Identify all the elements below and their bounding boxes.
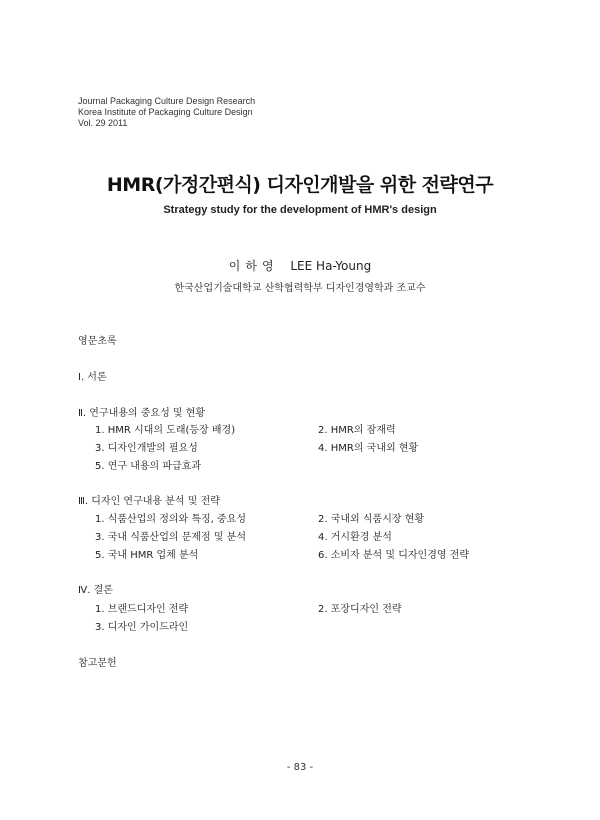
- toc-section-4: Ⅳ. 결론: [78, 585, 113, 596]
- toc-item: 1. 식품산업의 정의와 특징, 중요성: [95, 514, 247, 525]
- paper-subtitle: Strategy study for the development of HMR's design: [163, 204, 437, 216]
- toc-item: 4. HMR의 국내외 현황: [318, 443, 419, 454]
- toc-section-1: Ⅰ. 서론: [78, 372, 107, 383]
- toc-section-2: Ⅱ. 연구내용의 중요성 및 현황: [78, 408, 206, 419]
- toc-abstract: 영문초록: [78, 336, 117, 347]
- toc-item: 1. 브랜드디자인 전략: [95, 604, 189, 615]
- toc-item: 4. 거시환경 분석: [318, 532, 392, 543]
- toc-item: 3. 국내 식품산업의 문제점 및 분석: [95, 532, 247, 543]
- journal-title: Journal Packaging Culture Design Research: [78, 96, 256, 106]
- toc-item: 2. 국내외 식품시장 현황: [318, 514, 425, 525]
- toc-item: 2. 포장디자인 전략: [318, 604, 402, 615]
- toc-item: 1. HMR 시대의 도래(등장 배경): [95, 425, 236, 436]
- journal-info: [78, 96, 255, 129]
- toc-item: 2. HMR의 잠재력: [318, 425, 396, 436]
- toc-item: 6. 소비자 분석 및 디자인경영 전략: [318, 550, 470, 561]
- toc-references: 참고문헌: [78, 658, 117, 669]
- toc-item: 5. 국내 HMR 업체 분석: [95, 550, 199, 561]
- toc-item: 3. 디자인 가이드라인: [95, 622, 189, 633]
- page-number: - 83 -: [286, 762, 314, 773]
- toc-item: 3. 디자인개발의 필요성: [95, 443, 198, 454]
- paper-title: HMR(가정간편식) 디자인개발을 위한 전략연구: [106, 174, 494, 196]
- author-line: [0, 257, 600, 274]
- author-name-en: LEE Ha-Young: [290, 259, 372, 273]
- author-name-kr: 이하영: [228, 259, 279, 273]
- toc-item: 5. 연구 내용의 파급효과: [95, 461, 202, 472]
- journal-volume: Vol. 29 2011: [78, 118, 128, 128]
- author-affiliation: 한국산업기술대학교 산학협력학부 디자인경영학과 조교수: [174, 283, 426, 294]
- toc-section-3: Ⅲ. 디자인 연구내용 분석 및 전략: [78, 496, 220, 507]
- journal-publisher: Korea Institute of Packaging Culture Design: [78, 107, 253, 117]
